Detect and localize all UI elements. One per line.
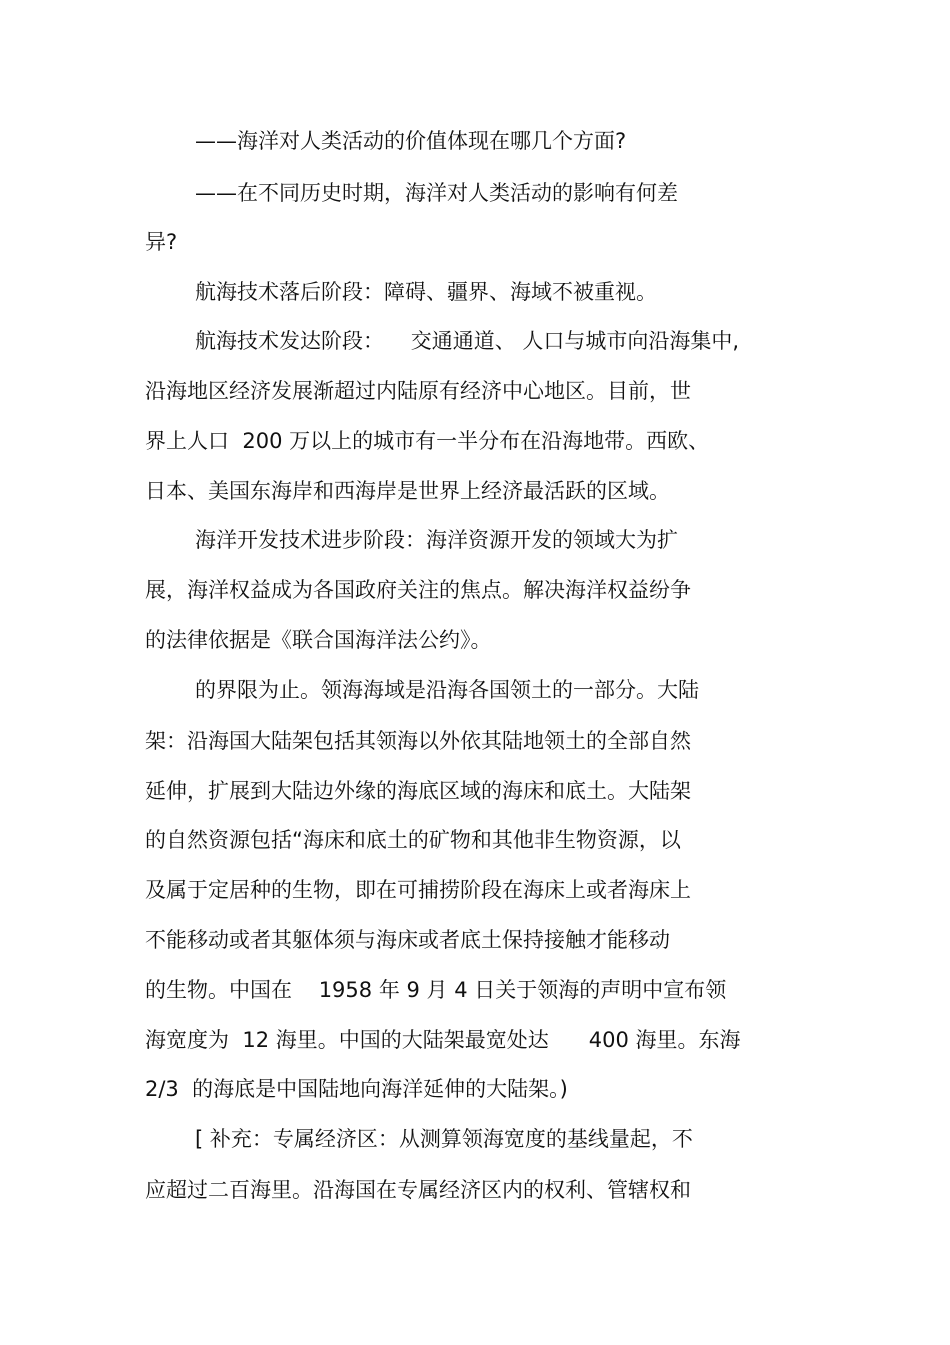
text-line: 展，海洋权益成为各国政府关注的焦点。解决海洋权益纷争: [145, 578, 691, 602]
text-line: ——海洋对人类活动的价值体现在哪几个方面?: [195, 129, 627, 153]
text-line: 航海技术落后阶段：障碍、疆界、海域不被重视。: [195, 280, 657, 304]
text-line: ——在不同历史时期，海洋对人类活动的影响有何差: [195, 181, 678, 205]
text-line: 日本、美国东海岸和西海岸是世界上经济最活跃的区域。: [145, 479, 670, 503]
text-line: 界上人口 200 万以上的城市有一半分布在沿海地带。西欧、: [145, 429, 710, 453]
text-line: 航海技术发达阶段： 交通通道、 人口与城市向沿海集中,: [195, 329, 740, 353]
text-line: 2/3 的海底是中国陆地向海洋延伸的大陆架。): [145, 1077, 568, 1101]
text-line: 的界限为止。领海海域是沿海各国领土的一部分。大陆: [195, 678, 699, 702]
text-line: 的法律依据是《联合国海洋法公约》。: [145, 628, 492, 652]
text-line: 海洋开发技术进步阶段：海洋资源开发的领域大为扩: [195, 528, 678, 552]
text-line: [ 补充：专属经济区：从测算领海宽度的基线量起，不: [195, 1127, 693, 1151]
text-line: 沿海地区经济发展渐超过内陆原有经济中心地区。目前，世: [145, 379, 691, 403]
text-line: 不能移动或者其躯体须与海床或者底土保持接触才能移动: [145, 928, 670, 952]
text-line: 延伸，扩展到大陆边外缘的海底区域的海床和底土。大陆架: [145, 779, 691, 803]
text-line: 及属于定居种的生物，即在可捕捞阶段在海床上或者海床上: [145, 878, 691, 902]
text-line: 架：沿海国大陆架包括其领海以外依其陆地领土的全部自然: [145, 729, 691, 753]
text-line: 异?: [145, 230, 178, 254]
text-line: 海宽度为 12 海里。中国的大陆架最宽处达 400 海里。东海: [145, 1028, 741, 1052]
text-line: 应超过二百海里。沿海国在专属经济区内的权利、管辖权和: [145, 1178, 691, 1202]
text-line: 的自然资源包括“海床和底土的矿物和其他非生物资源，以: [145, 828, 681, 852]
text-line: 的生物。中国在 1958 年 9 月 4 日关于领海的声明中宣布领: [145, 978, 727, 1002]
